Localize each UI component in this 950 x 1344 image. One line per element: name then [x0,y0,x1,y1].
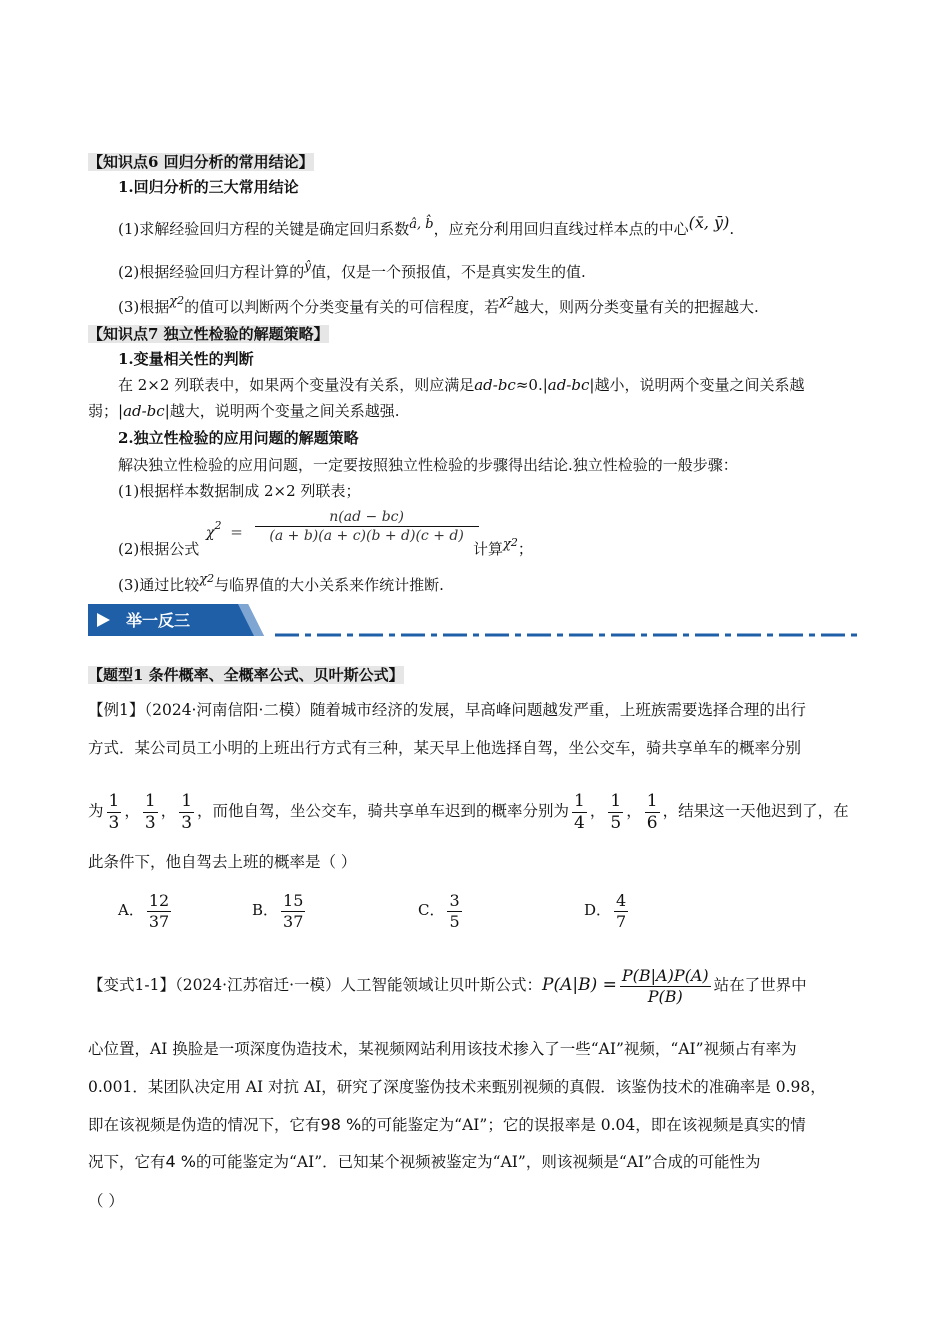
kp6-subtitle: 1.回归分析的三大常用结论 [118,178,299,196]
kp7-step-1: (1)根据样本数据制成 2×2 列联表； [118,482,361,500]
v1-line-4: 即在该视频是伪造的情况下，它有98 %的可能鉴定为“AI”；它的误报率是 0.04，即在该视频是真实的情 [88,1115,806,1134]
kp7-step-3: (3)通过比较$\chi^2$与临界值的大小关系来作统计推断. [118,572,444,594]
kp7-subtitle-1: 1.变量相关性的判断 [118,350,254,368]
q1-line-4: 此条件下，他自驾去上班的概率是（ ） [88,853,357,871]
kp7-paragraph-1: 在 2×2 列联表中，如果两个变量没有关系，则应满足ad-bc≈0.|ad-bc|越小，说明两个变量之间关系越 [118,376,805,394]
q1-line-1: 【例1】（2024·河南信阳·二模）随着城市经济的发展，早高峰问题越发严重，上班族需要选择合理的出行 [88,701,806,719]
v1-line-1: 【变式1-1】（2024·江苏宿迁·一模）人工智能领域让贝叶斯公式：P(A|B) = $\frac{P(B|A)P(A)}{P(B)}$ 站在了世界中 [88,965,807,1006]
q1-option-c: C． $\frac{3}{5}$ [418,890,460,931]
kp6-item-3: (3)根据$\chi^2$的值可以判断两个分类变量有关的可信程度，若$\chi^2$越大，则两分类变量有关的把握越大. [118,294,759,316]
v1-line-2: 心位置，AI 换脸是一项深度伪造技术，某视频网站利用该技术掺入了一些“AI”视频，“AI”视频占有率为 [88,1040,797,1058]
banner-label: 举一反三 [126,611,191,630]
kp7-step-2: (2)根据公式 [118,540,200,558]
section-banner [88,604,264,636]
kp7-step-2-tail: 计算$\chi^2$； [473,536,533,558]
kp7-paragraph-3: 解决独立性检验的应用问题，一定要按照独立性检验的步骤得出结论.独立性检验的一般步骤： [118,456,738,474]
q1-header: 【题型1 条件概率、全概率公式、贝叶斯公式】 [88,666,404,684]
kp7-header: 【知识点7 独立性检验的解题策略】 [88,325,329,343]
q1-option-a: A． $\frac{12}{37}$ [118,890,170,931]
v1-line-6: （ ） [88,1192,124,1210]
kp6-header: 【知识点6 回归分析的常用结论】 [88,153,314,171]
q1-option-d: D． $\frac{4}{7}$ [584,890,627,931]
kp6-item-2: (2)根据经验回归方程计算的$^ŷ$值，仅是一个预报值，不是真实发生的值. [118,259,586,281]
chi-square-formula: $\chi_2$ = $\frac{n(ad - bc)}{(a + b)(a + c)(b + d)(c + d)}$ [206,510,482,543]
kp7-subtitle-2: 2.独立性检验的应用问题的解题策略 [118,429,359,447]
kp6-item-1: (1)求解经验回归方程的关键是确定回归系数â, b̂，应充分利用回归直线过样本点的中心(x̄, ȳ). [118,213,735,238]
kp7-paragraph-2: 弱；|ad-bc|越大，说明两个变量之间关系越强. [88,402,400,420]
v1-line-3: 0.001．某团队决定用 AI 对抗 AI，研究了深度鉴伪技术来甄别视频的真假．该鉴伪技术的准确率是 0.98， [88,1078,826,1096]
v1-line-5: 况下，它有4 %的可能鉴定为“AI”．已知某个视频被鉴定为“AI”，则该视频是“AI”合成的可能性为 [88,1152,761,1171]
q1-option-b: B． $\frac{15}{37}$ [252,890,304,931]
banner-dash-line [275,633,860,637]
q1-line-2: 方式．某公司员工小明的上班出行方式有三种，某天早上他选择自驾，坐公交车，骑共享单车的概率分别 [88,739,802,757]
q1-line-3: 为 $\frac{1}{3}$ ， $\frac{1}{3}$ ， $\frac{1}{3}$ ，而他自驾，坐公交车，骑共享单车迟到的概率分别为 $\frac{1}{4}$ ， $\frac{1}{5}$ ， $\frac{1}{6}$ ，结果这一天他迟到了，在 [88,790,849,833]
